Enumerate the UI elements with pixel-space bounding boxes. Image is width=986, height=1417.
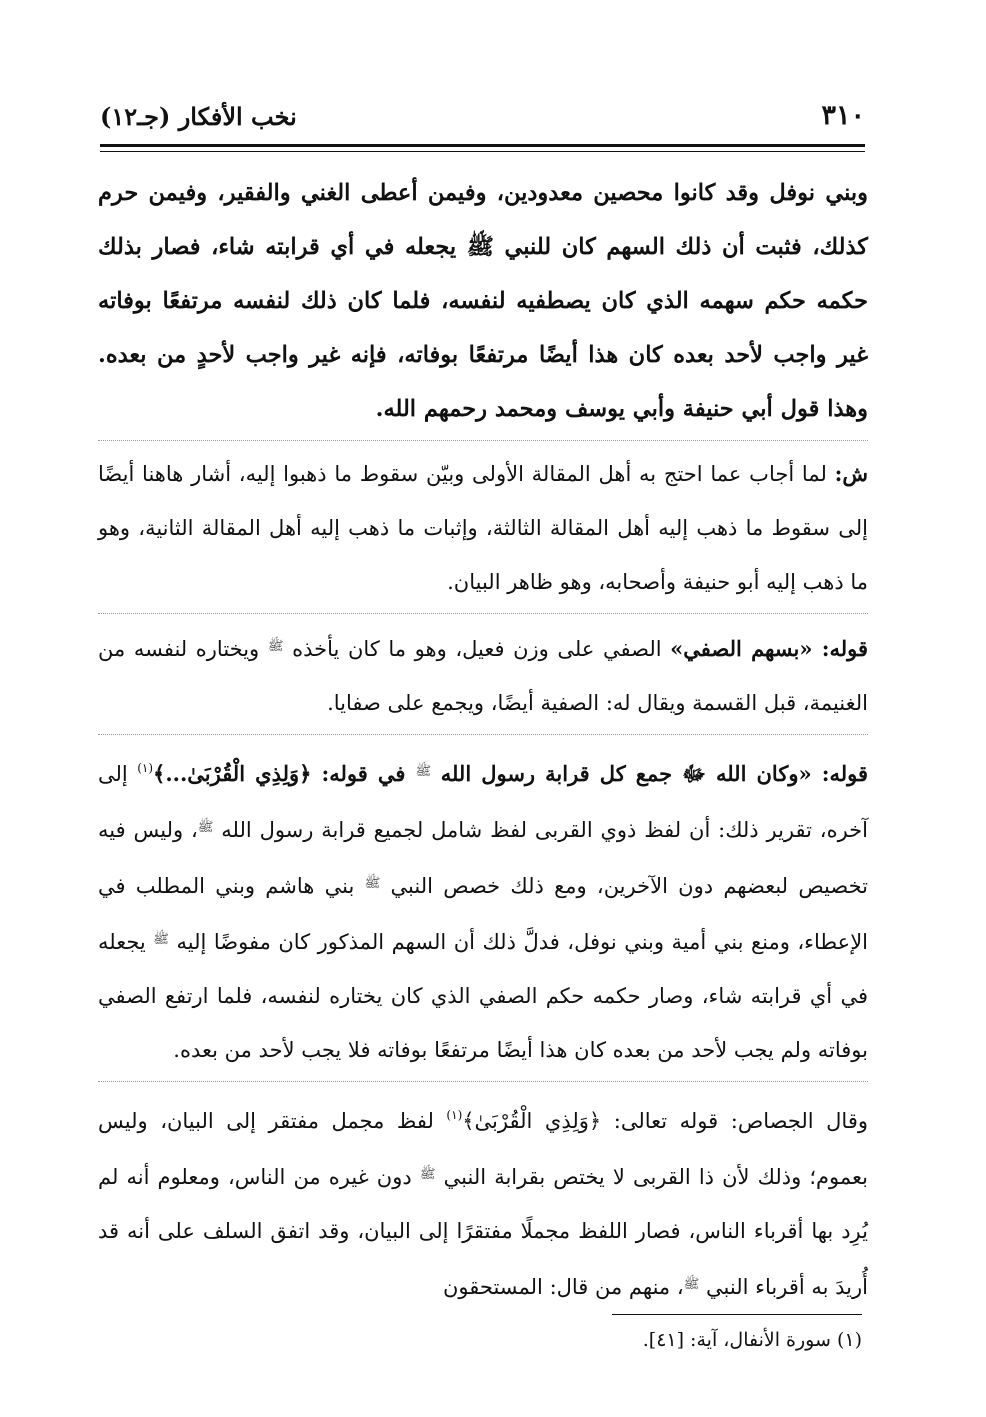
book-title: نخب الأفكار (جـ١٢) <box>100 102 297 131</box>
footnote-reference: (١) <box>137 761 154 775</box>
footnote-reference: (١) <box>446 1108 463 1122</box>
honorific-glyph: ﷺ <box>153 932 169 947</box>
footnote: (١) سورة الأنفال، آية: [٤١]. <box>642 1329 862 1351</box>
commentary-paragraph-3 <box>98 734 868 1077</box>
qawluhu-marker: قوله: <box>821 761 868 786</box>
commentary-paragraph-2 <box>98 613 868 730</box>
matn-paragraph: وبني نوفل وقد كانوا محصين معدودين، وفيمن أعطى الغني والفقير، وفيمن حرم كذلك، فثبت أن ذلك السهم كان للنبي ﷺ يجعله في أي قرابته شاء، فصار بذلك حكمه حكم سهمه الذي كان يصطفيه لنفسه، فلما كان ذلك لنفسه مرتفعًا بوفاته غير واجب لأحد بعده كان هذا أيضًا مرتفعًا بوفاته، فإنه غير واجب لأحدٍ من بعده. وهذا قول أبي حنيفة وأبي يوسف ومحمد رحمهم الله. <box>98 180 868 422</box>
honorific-glyph: ﷺ <box>415 764 432 779</box>
commentary-text: يجعله في أي قرابته شاء، وصار حكمه حكم الصفي الذي كان يختاره لنفسه، فلما ارتفع الصفي بوفاته ولم يجب لأحد من بعده كان هذا أيضًا مرتفعًا بوفاته فلا يجب لأحد من بعده. <box>98 930 868 1062</box>
commentary-text: لفظ مجمل مفتقر إلى البيان، وليس بعموم؛ وذلك لأن ذا القربى لا يختص بقرابة النبي <box>98 1109 868 1189</box>
commentary-paragraph-1 <box>98 440 868 609</box>
quoted-phrase: في قوله: ﴿وَلِذِي الْقُرْبَىٰ...﴾ <box>153 761 416 786</box>
honorific-glyph: ﷺ <box>419 1167 436 1182</box>
footnote-rule <box>612 1314 862 1315</box>
commentary-text: لما أجاب عما احتج به أهل المقالة الأولى وبيّن سقوط ما ذهبوا إليه، أشار هاهنا أيضًا إلى سقوط ما ذهب إليه أهل المقالة الثالثة، وإثبات ما ذهب إليه أهل المقالة الثانية، وهو ما ذهب إليه أبو حنيفة وأصحابه، وهو ظاهر البيان. <box>98 462 868 594</box>
honorific-glyph: ﷺ <box>683 1277 700 1292</box>
quoted-phrase: «بسهم الصفي» <box>670 636 822 661</box>
commentary-text: ، منهم من قال: المستحقون <box>443 1275 684 1299</box>
commentary-text: دون غيره من الناس، ومعلوم أنه لم يُرِد بها أقرباء الناس، فصار اللفظ مجملًا مفتقرًا إلى البيان، وقد اتفق السلف على أنه قد أُريدَ به أقرباء النبي <box>98 1165 868 1299</box>
qawluhu-marker: قوله: <box>821 636 868 661</box>
running-header <box>100 100 865 146</box>
page-body <box>98 166 868 1314</box>
honorific-glyph: ﷺ <box>364 876 381 891</box>
page-number: ٣١٠ <box>821 100 865 131</box>
commentary-text: إلى آخره، تقرير ذلك: أن لفظ ذوي القربى لفظ شامل لجميع قرابة رسول الله <box>98 762 868 842</box>
honorific-glyph: ﷺ <box>267 639 284 654</box>
commentary-text: بني هاشم وبني المطلب في الإعطاء، ومنع بني أمية وبني نوفل، فدلَّ ذلك أن السهم المذكور كان مفوضًا إليه <box>98 874 869 954</box>
quoted-phrase: «وكان الله ﷻ جمع كل قرابة رسول الله <box>440 761 822 786</box>
honorific-glyph: ﷺ <box>197 820 214 835</box>
commentary-text: الصفي على وزن فعيل، وهو ما كان يأخذه <box>292 637 671 661</box>
commentary-text: ، وليس فيه تخصيص لبعضهم دون الآخرين، ومع ذلك خصص النبي <box>98 818 868 898</box>
commentary-text: وقال الجصاص: قوله تعالى: ﴿وَلِذِي الْقُرْبَىٰ﴾ <box>462 1109 868 1133</box>
commentary-text: ويختاره لنفسه من الغنيمة، قبل القسمة ويقال له: الصفية أيضًا، ويجمع على صفايا. <box>98 637 868 715</box>
sharh-marker: ش: <box>834 461 868 486</box>
commentary-paragraph-4 <box>98 1081 868 1314</box>
header-rule <box>100 144 865 152</box>
